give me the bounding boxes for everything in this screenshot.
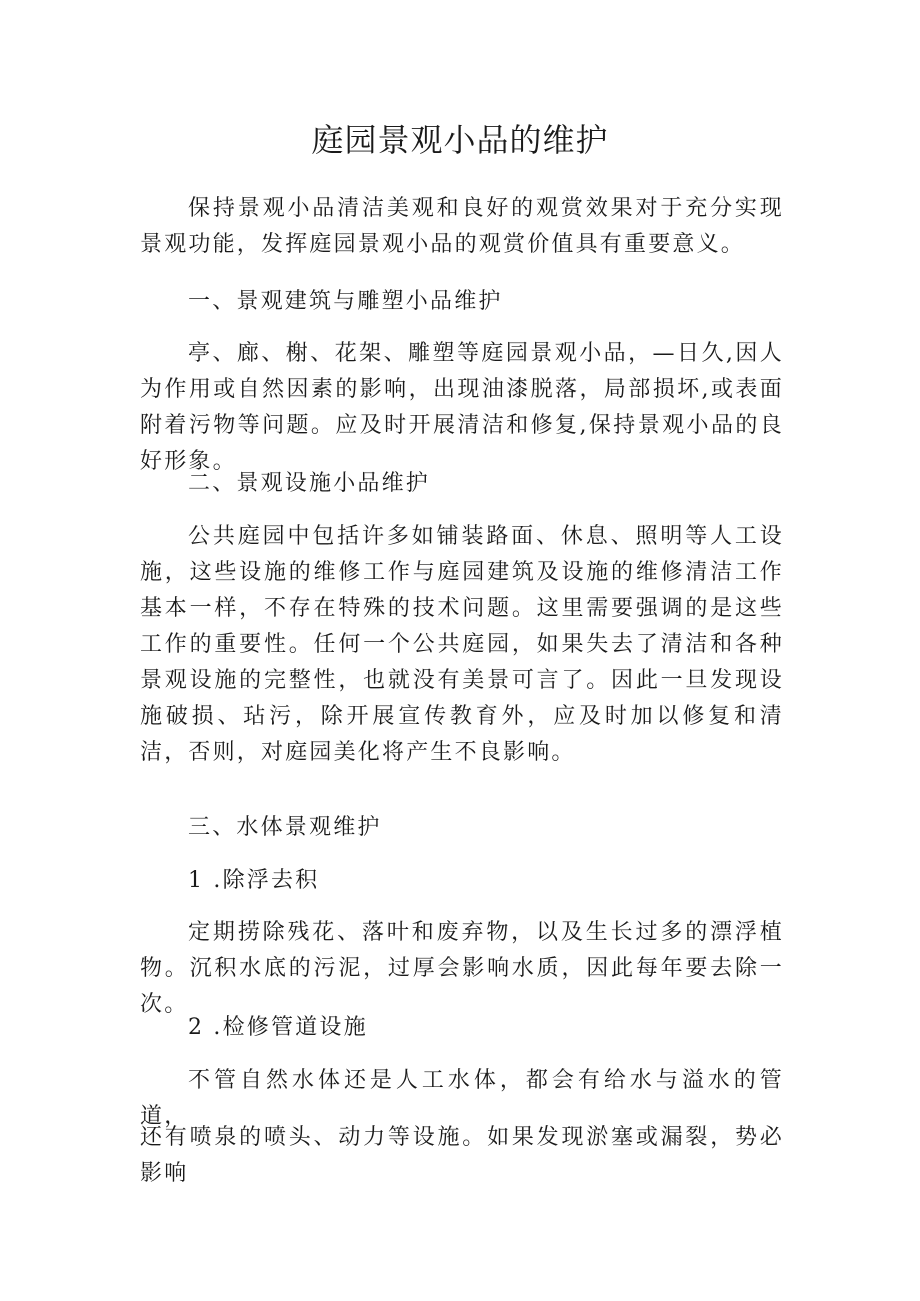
section2-paragraph: 公共庭园中包括许多如铺装路面、休息、照明等人工设施，这些设施的维修工作与庭园建筑及设施的维修清洁工作基本一样，不存在特殊的技术问题。这里需要强调的是这些工作的重要性。任何一个公共庭园，如果失去了清洁和各种景观设施的完整性，也就没有美景可言了。因此一旦发现设施破损、玷污，除开展宣传教育外，应及时加以修复和清洁，否则，对庭园美化将产生不良影响。 xyxy=(140,524,784,765)
document-title: 庭园景观小品的维护 xyxy=(311,121,609,159)
section1-paragraph: 亭、廊、榭、花架、雕塑等庭园景观小品，—日久,因人为作用或自然因素的影响，出现油漆脱落，局部损坏,或表面附着污物等问题。应及时开展清洁和修复,保持景观小品的良好形象。 xyxy=(140,341,784,474)
item1-heading: 1 .除浮去积 xyxy=(188,868,320,893)
item2-paragraph-line2: 还有喷泉的喷头、动力等设施。如果发现淤塞或漏裂，势必影响 xyxy=(140,1125,784,1186)
intro-paragraph: 保持景观小品清洁美观和良好的观赏效果对于充分实现景观功能，发挥庭园景观小品的观赏价值具有重要意义。 xyxy=(140,196,784,257)
item1-paragraph: 定期捞除残花、落叶和废弃物，以及生长过多的漂浮植物。沉积水底的污泥，过厚会影响水质，因此每年要去除一次。 xyxy=(140,920,784,1017)
section1-heading: 一、景观建筑与雕塑小品维护 xyxy=(188,289,503,314)
item2-heading: 2 .检修管道设施 xyxy=(188,1015,368,1040)
section2-heading: 二、景观设施小品维护 xyxy=(188,471,431,496)
section3-heading: 三、水体景观维护 xyxy=(188,815,382,840)
item2-paragraph-line1: 不管自然水体还是人工水体，都会有给水与溢水的管道， xyxy=(140,1068,784,1129)
